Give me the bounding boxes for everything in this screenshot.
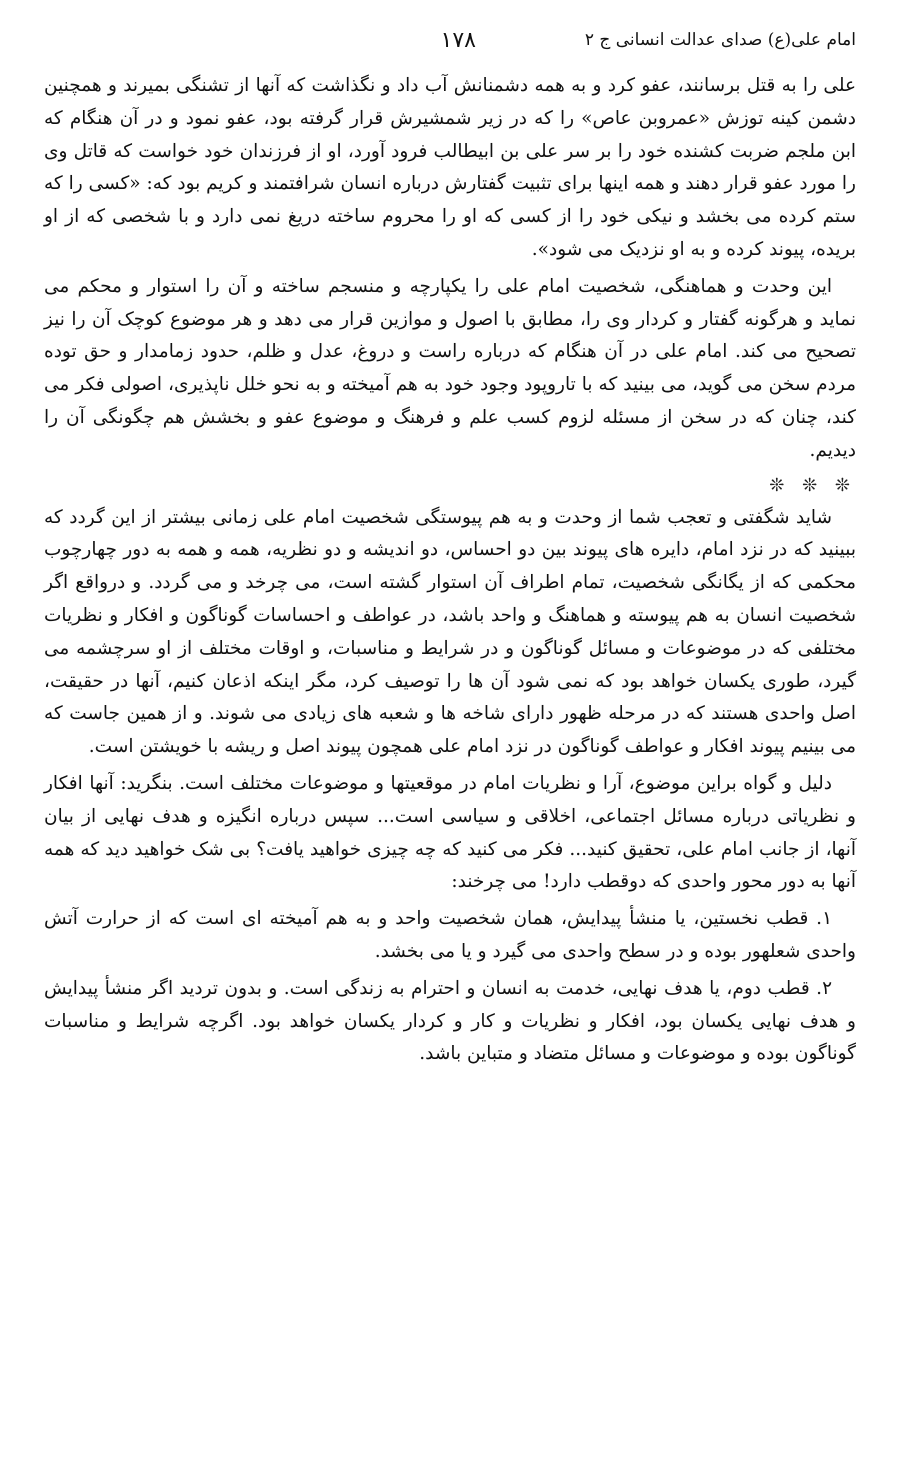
running-title: امام علی(ع) صدای عدالت انسانی ج ۲ [584,30,856,50]
book-page [44,30,856,1075]
page-number: ۱۷۸ [440,28,476,53]
page-header [44,30,856,70]
paragraph: دلیل و گواه براین موضوع، آرا و نظریات امام در موقعیتها و موضوعات مختلف است. بنگرید: آنها افکار و نظریاتی درباره مسائل اجتماعی، اخلاقی و سیاسی است... سپس درباره انگیزه و هدف نهایی از بیان آنها، از جانب امام علی، تحقیق کنید... فکر می کنید که چه چیزی خواهید یافت؟ بی شک خواهید دید که همه آنها به دور محور واحدی که دوقطب دارد! می چرخند: [44,772,856,893]
section-separator: ❊ ❊ ❊ [769,474,856,496]
body-text [44,70,856,1071]
paragraph: علی را به قتل برسانند، عفو کرد و به همه دشمنانش آب داد و نگذاشت که آنها از تشنگی بمیرند و همچنین دشمن کینه توزش «عمروبن عاص» را که در زیر شمشیرش قرار گرفته بود، عفو نمود و در آن هنگام که ابن ملجم ضربت کشنده خود را بر سر علی بن ابیطالب فرود آورد، او از فرزندان خود خواست که قاتل وی را مورد عفو قرار دهند و همه اینها برای تثبیت گفتارش درباره انسان شرافتمند و کریم بود که: «کسی را که ستم کرده می بخشد و نیکی خود را از کسی که او را محروم ساخته دریغ نمی دارد و با شخصی که از او بریده، پیوند کرده و به او نزدیک می شود». [44,75,856,260]
numbered-paragraph: ۱. قطب نخستین، یا منشأ پیدایش، همان شخصیت واحد و به هم آمیخته ای است که از حرارت آتش واحدی شعلهور بوده و در سطح واحدی می گیرد و یا می بخشد. [44,908,856,962]
paragraph: این وحدت و هماهنگی، شخصیت امام علی را یکپارچه و منسجم ساخته و آن را استوار و محکم می نماید و هرگونه گفتار و کردار وی را، مطابق با اصول و موازین قرار می دهد و هر موضوع کوچک آن را نیز تصحیح می کند. امام علی در آن هنگام که درباره راست و دروغ، عدل و ظلم، حدود زمامدار و حق توده مردم سخن می گوید، می بینید که با تاروپود وجود خود به هم آمیخته و به نحو خلل ناپذیری، اصولی فکر می کند، چنان که در سخن از مسئله لزوم کسب علم و فرهنگ و موضوع عفو و بخشش هم چگونگی آن را دیدیم. [44,275,856,461]
numbered-paragraph: ۲. قطب دوم، یا هدف نهایی، خدمت به انسان و احترام به زندگی است. و بدون تردید اگر منشأ پیدایش و هدف نهایی یکسان بود، افکار و نظریات و کار و کردار یکسان خواهد بود. اگرچه شرایط و مناسبات گوناگون بوده و موضوعات و مسائل متضاد و متباین باشد. [44,977,856,1065]
paragraph: شاید شگفتی و تعجب شما از وحدت و به هم پیوستگی شخصیت امام علی زمانی بیشتر از این گردد که ببینید که در نزد امام، دایره های پیوند بین دو احساس، دو اندیشه و دو نظریه، همه و همه به دور چهارچوب محکمی که از یگانگی شخصیت، تمام اطراف آن استوار گشته است، می چرخد و می گردد. و درواقع اگر شخصیت انسان به هم پیوسته و هماهنگ و واحد باشد، در عواطف و احساسات گوناگون و افکار و نظریات مختلفی که در موضوعات و مسائل گوناگون و در شرایط و مناسبات، و اوقات مختلف از او سرچشمه می گیرد، طوری یکسان خواهد بود که نمی شود آن ها را توصیف کرد، مگر اینکه اذعان کنیم، آنها در حقیقت، اصل واحدی هستند که در مرحله ظهور دارای شاخه ها و شعبه های زیادی می شوند. و از همین جاست که می بینیم پیوند افکار و عواطف گوناگون در نزد امام علی همچون پیوند اصل و ریشه با خویشتن است. [44,506,856,758]
